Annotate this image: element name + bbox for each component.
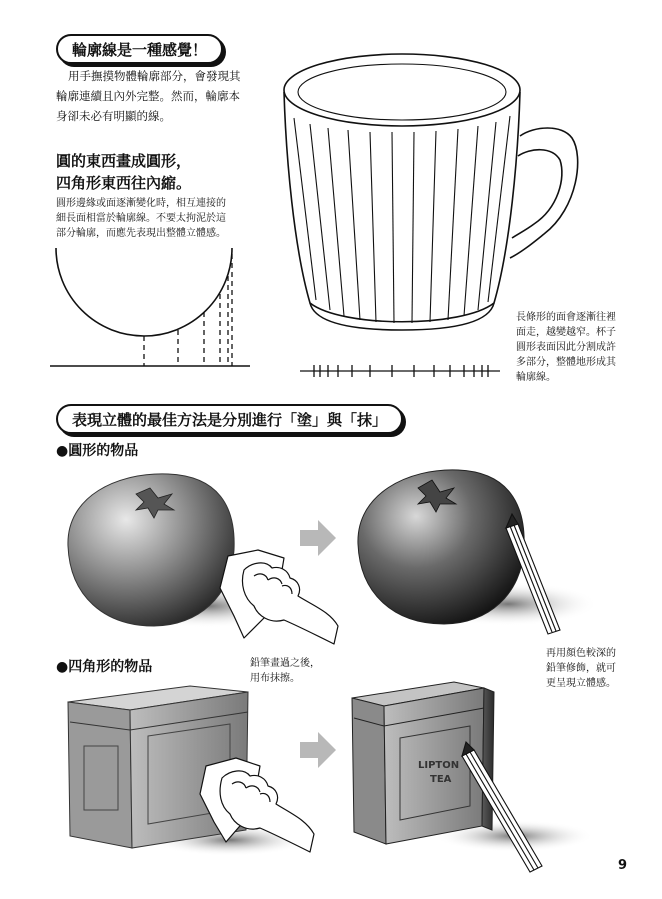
pencil-caption-line: 再用顏色較深的 (546, 648, 616, 659)
process-arrow-icon (300, 732, 336, 768)
square-object-label: ●四角形的物品 (56, 659, 153, 675)
subheading-line: 圓的東西畫成圓形， (56, 152, 192, 170)
cup-caption-line: 多部分，整體地形成其 (516, 357, 616, 368)
striped-cup-drawing (272, 38, 602, 338)
cup-caption-line: 輪廓線。 (516, 372, 556, 383)
cup-caption-line: 面走，越變越窄。杯子 (516, 327, 616, 338)
note-line: 細長面相當於輪廓線。不要太拘泥於這 (56, 213, 226, 224)
round-square-subheading (56, 150, 191, 194)
hand-rubbing-cloth (214, 546, 344, 646)
note-line: 部分輪廓，而應先表現出整體立體感。 (56, 228, 226, 239)
rub-caption-line: 用布抹擦。 (250, 673, 300, 684)
section2-heading: 表現立體的最佳方法是分別進行「塗」與「抹」 (56, 404, 403, 434)
pencil-caption-line: 鉛筆修飾，就可 (546, 663, 616, 674)
round-object-label: ●圓形的物品 (56, 443, 139, 459)
tea-tin-sketch-finished (344, 676, 594, 860)
semicircle-contour-diagram (50, 240, 250, 380)
contour-note (56, 196, 256, 241)
tomato-sketch-finished (348, 464, 598, 634)
hand-rubbing-cloth-square (196, 752, 316, 852)
pencil-caption-line: 更呈現立體感。 (546, 678, 616, 689)
cup-caption (516, 310, 636, 385)
intro-line: 身卻未必有明顯的線。 (56, 109, 171, 123)
subheading-line: 四角形東西往內縮。 (56, 174, 192, 192)
section1-heading: 輪廓線是一種感覺！ (56, 34, 223, 64)
note-line: 圓形邊緣或面逐漸變化時，相互連接的 (56, 198, 226, 209)
rub-caption-line: 鉛筆畫過之後， (250, 658, 320, 669)
cup-caption-line: 長條形的面會逐漸往裡 (516, 312, 616, 323)
tin-label-line2: TEA (430, 774, 452, 785)
intro-line: 用手撫摸物體輪廓部分，會發現其 (68, 69, 241, 83)
intro-line: 輪廓連續且內外完整。然而，輪廓本 (56, 89, 240, 103)
cup-tick-scale (300, 364, 500, 378)
process-arrow-icon (300, 520, 336, 556)
page-number: 9 (618, 858, 628, 873)
intro-paragraph (56, 66, 256, 126)
tin-label-line1: LIPTON (418, 760, 460, 771)
cup-caption-line: 圓形表面因此分割成許 (516, 342, 616, 353)
